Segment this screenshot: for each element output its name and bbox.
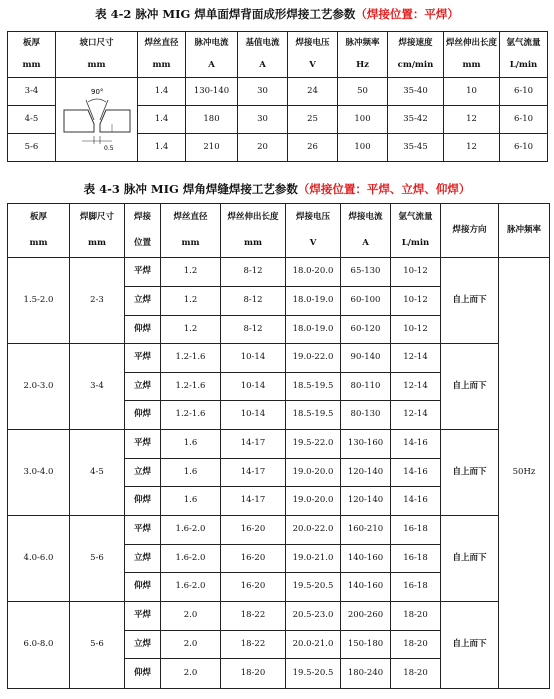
t2-position-cell: 平焊 [125,344,161,373]
t2-direction-cell: 自上而下 [441,344,499,430]
t2-value-cell: 65-130 [341,258,391,287]
t2-position-cell: 立焊 [125,373,161,401]
t2-unit-cell: 位置 [125,231,161,258]
t2-thickness-cell: 1.5-2.0 [8,258,70,344]
t2-value-cell: 19.5-22.0 [286,430,341,459]
table-row [8,430,550,459]
t2-value-cell: 8-12 [221,287,286,316]
groove-diagram [58,78,136,158]
t2-value-cell: 19.5-20.5 [286,573,341,602]
t2-frequency-cell: 50Hz [499,258,550,689]
t1-value-cell: 100 [338,106,388,134]
t2-value-cell: 12-14 [391,344,441,373]
t2-leg-size-cell: 4-5 [70,430,125,516]
t1-unit-cell: cm/min [388,55,444,78]
t1-thickness-cell: 3-4 [8,78,56,106]
t2-thickness-cell: 3.0-4.0 [8,430,70,516]
t1-header-cell: 焊丝直径 [138,32,186,55]
t1-unit-cell: mm [138,55,186,78]
t1-value-cell: 25 [288,106,338,134]
t1-unit-cell: V [288,55,338,78]
t2-value-cell: 80-110 [341,373,391,401]
t2-header-cell: 板厚 [8,204,70,231]
t2-direction-cell: 自上而下 [441,602,499,689]
t2-value-cell: 20.0-21.0 [286,631,341,659]
t2-value-cell: 14-17 [221,487,286,516]
t2-header-cell: 焊脚尺寸 [70,204,125,231]
t2-value-cell: 19.0-21.0 [286,545,341,573]
t2-value-cell: 10-14 [221,401,286,430]
table1-caption-text: 表 4-2 脉冲 MIG 焊单面焊背面成形焊接工艺参数 [95,7,356,21]
t1-value-cell: 6-10 [500,78,548,106]
t2-unit-cell: mm [8,231,70,258]
t2-value-cell: 160-210 [341,516,391,545]
t1-value-cell: 26 [288,134,338,162]
t2-unit-cell: A [341,231,391,258]
t1-value-cell: 30 [238,106,288,134]
t2-value-cell: 130-160 [341,430,391,459]
t2-value-cell: 10-12 [391,316,441,344]
t2-value-cell: 1.2 [161,316,221,344]
t2-position-cell: 立焊 [125,631,161,659]
t2-value-cell: 20.5-23.0 [286,602,341,631]
t2-value-cell: 18.5-19.5 [286,373,341,401]
t2-value-cell: 10-14 [221,344,286,373]
t2-unit-cell: mm [161,231,221,258]
t2-value-cell: 60-100 [341,287,391,316]
t2-position-cell: 平焊 [125,602,161,631]
t2-value-cell: 16-18 [391,516,441,545]
t1-header-cell: 焊丝伸出长度 [444,32,500,55]
t2-value-cell: 18-20 [221,659,286,689]
table-row [8,516,550,545]
t2-value-cell: 16-20 [221,573,286,602]
t2-header-cell: 焊丝直径 [161,204,221,231]
t2-position-cell: 平焊 [125,430,161,459]
t2-direction-cell: 自上而下 [441,516,499,602]
t2-value-cell: 60-120 [341,316,391,344]
t1-value-cell: 100 [338,134,388,162]
table2-caption-text: 表 4-3 脉冲 MIG 焊角焊缝焊接工艺参数 [83,182,298,196]
t1-header-cell: 焊接电压 [288,32,338,55]
t2-position-cell: 仰焊 [125,316,161,344]
groove-angle-label: 90° [90,88,103,96]
t2-position-cell: 仰焊 [125,659,161,689]
t1-unit-cell: A [186,55,238,78]
welding-params-table-2 [7,203,550,689]
t1-header-cell: 焊接速度 [388,32,444,55]
t2-value-cell: 19.0-22.0 [286,344,341,373]
t1-unit-cell: L/min [500,55,548,78]
t1-header-cell: 板厚 [8,32,56,55]
table-row [8,78,548,106]
t2-value-cell: 18-20 [391,631,441,659]
t1-value-cell: 6-10 [500,106,548,134]
t2-direction-header: 焊接方向 [441,204,499,258]
t1-value-cell: 180 [186,106,238,134]
t2-leg-size-cell: 3-4 [70,344,125,430]
table1-caption [0,6,554,22]
t2-position-cell: 立焊 [125,287,161,316]
t2-value-cell: 12-14 [391,373,441,401]
t2-value-cell: 150-180 [341,631,391,659]
t2-leg-size-cell: 2-3 [70,258,125,344]
t1-value-cell: 35-42 [388,106,444,134]
t2-leg-size-cell: 5-6 [70,516,125,602]
t1-header-cell: 坡口尺寸 [56,32,138,55]
t1-unit-cell: mm [8,55,56,78]
t2-position-cell: 仰焊 [125,487,161,516]
t2-thickness-cell: 4.0-6.0 [8,516,70,602]
t1-header-cell: 脉冲电流 [186,32,238,55]
t2-value-cell: 14-17 [221,459,286,487]
t2-value-cell: 16-20 [221,545,286,573]
table-row [8,602,550,631]
t2-value-cell: 1.6 [161,487,221,516]
t1-value-cell: 1.4 [138,78,186,106]
t2-thickness-cell: 6.0-8.0 [8,602,70,689]
t1-value-cell: 10 [444,78,500,106]
t1-header-cell: 基值电流 [238,32,288,55]
t1-value-cell: 30 [238,78,288,106]
t2-direction-cell: 自上而下 [441,430,499,516]
t2-value-cell: 14-16 [391,430,441,459]
t1-value-cell: 35-45 [388,134,444,162]
t2-value-cell: 2.0 [161,602,221,631]
t1-value-cell: 24 [288,78,338,106]
t2-unit-cell: mm [221,231,286,258]
t1-value-cell: 130-140 [186,78,238,106]
t2-value-cell: 10-14 [221,373,286,401]
t2-value-cell: 120-140 [341,487,391,516]
t2-value-cell: 16-18 [391,545,441,573]
t2-value-cell: 80-130 [341,401,391,430]
t1-thickness-cell: 5-6 [8,134,56,162]
t2-unit-cell: L/min [391,231,441,258]
t1-value-cell: 12 [444,134,500,162]
t2-direction-cell: 自上而下 [441,258,499,344]
t2-header-cell: 焊接电流 [341,204,391,231]
t2-value-cell: 18-20 [391,602,441,631]
t2-value-cell: 1.2 [161,258,221,287]
t1-value-cell: 50 [338,78,388,106]
t2-value-cell: 120-140 [341,459,391,487]
t2-value-cell: 10-12 [391,258,441,287]
t1-header-cell: 脉冲频率 [338,32,388,55]
t1-value-cell: 1.4 [138,106,186,134]
t2-value-cell: 200-260 [341,602,391,631]
t2-value-cell: 19.0-20.0 [286,487,341,516]
t1-value-cell: 6-10 [500,134,548,162]
t2-value-cell: 1.6-2.0 [161,573,221,602]
t2-thickness-cell: 2.0-3.0 [8,344,70,430]
t2-unit-cell: mm [70,231,125,258]
t1-unit-cell: A [238,55,288,78]
t2-value-cell: 140-160 [341,573,391,602]
t2-value-cell: 1.2 [161,287,221,316]
t2-value-cell: 19.5-20.5 [286,659,341,689]
t2-unit-cell: V [286,231,341,258]
t1-value-cell: 35-40 [388,78,444,106]
t2-value-cell: 18-22 [221,631,286,659]
t2-position-cell: 立焊 [125,459,161,487]
t2-value-cell: 1.2-1.6 [161,373,221,401]
t2-header-cell: 焊接 [125,204,161,231]
t2-position-cell: 立焊 [125,545,161,573]
t2-value-cell: 1.6 [161,459,221,487]
t1-unit-cell: mm [56,55,138,78]
t2-value-cell: 18.0-20.0 [286,258,341,287]
t2-value-cell: 18.5-19.5 [286,401,341,430]
t2-value-cell: 16-18 [391,573,441,602]
t2-value-cell: 18-22 [221,602,286,631]
t2-value-cell: 19.0-20.0 [286,459,341,487]
t1-thickness-cell: 4-5 [8,106,56,134]
t2-value-cell: 2.0 [161,659,221,689]
t2-value-cell: 1.2-1.6 [161,401,221,430]
t1-value-cell: 20 [238,134,288,162]
t2-value-cell: 18.0-19.0 [286,316,341,344]
t2-header-cell: 焊丝伸出长度 [221,204,286,231]
t2-value-cell: 1.2-1.6 [161,344,221,373]
t2-position-cell: 平焊 [125,258,161,287]
t2-value-cell: 14-17 [221,430,286,459]
t2-value-cell: 8-12 [221,258,286,287]
t2-value-cell: 14-16 [391,487,441,516]
t2-value-cell: 1.6-2.0 [161,516,221,545]
table2-caption [0,181,554,197]
t2-value-cell: 14-16 [391,459,441,487]
t2-header-cell: 焊接电压 [286,204,341,231]
t1-value-cell: 210 [186,134,238,162]
groove-diagram-cell [56,78,138,162]
table2-caption-position: （焊接位置：平焊、立焊、仰焊） [297,182,471,196]
t2-value-cell: 12-14 [391,401,441,430]
t2-value-cell: 2.0 [161,631,221,659]
table-row [8,258,550,287]
t2-value-cell: 1.6-2.0 [161,545,221,573]
t2-value-cell: 20.0-22.0 [286,516,341,545]
t2-value-cell: 90-140 [341,344,391,373]
t1-unit-cell: mm [444,55,500,78]
t1-value-cell: 12 [444,106,500,134]
table-row [8,344,550,373]
t2-value-cell: 1.6 [161,430,221,459]
t2-leg-size-cell: 5-6 [70,602,125,689]
t1-header-cell: 氩气流量 [500,32,548,55]
t2-frequency-header: 脉冲频率 [499,204,550,258]
t1-unit-cell: Hz [338,55,388,78]
t2-value-cell: 10-12 [391,287,441,316]
t2-position-cell: 仰焊 [125,401,161,430]
t2-header-cell: 氩气流量 [391,204,441,231]
t2-value-cell: 8-12 [221,316,286,344]
t2-position-cell: 平焊 [125,516,161,545]
t2-position-cell: 仰焊 [125,573,161,602]
t2-value-cell: 16-20 [221,516,286,545]
groove-gap-label: 0.5 [103,145,114,152]
t2-value-cell: 180-240 [341,659,391,689]
table1-caption-position: （焊接位置：平焊） [355,7,459,21]
t2-value-cell: 18-20 [391,659,441,689]
t1-value-cell: 1.4 [138,134,186,162]
welding-params-table-1 [7,31,548,162]
t2-value-cell: 140-160 [341,545,391,573]
t2-value-cell: 18.0-19.0 [286,287,341,316]
